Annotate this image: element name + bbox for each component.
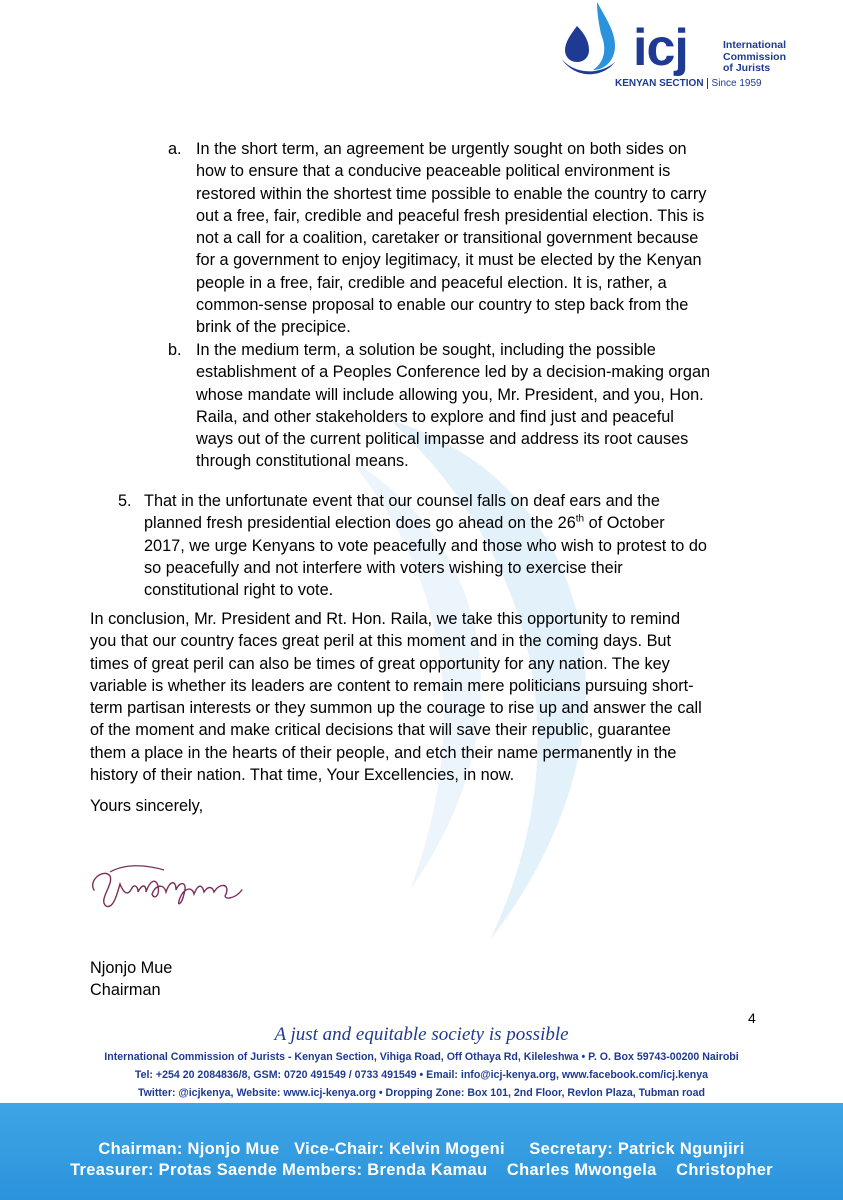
text-line: ways out of the current political impasse and address its root causes [196,430,689,449]
logo-acronym: icj [633,19,688,77]
signatory-name: Njonjo Mue [90,959,173,977]
text-line: common-sense proposal to enable our country to step back from the [196,296,689,315]
footer-officers-line-2: Treasurer: Protas Saende Members: Brenda Kamau Charles Mwongela Christopher [70,1161,773,1179]
signatory-title: Chairman [90,981,161,1000]
text-line: whose mandate will include allowing you, Mr. President, and you, Hon. [196,385,704,404]
signatory-block [90,957,172,1002]
list-marker: b. [168,341,182,359]
logo-section: KENYAN SECTION [615,78,704,89]
footer-address: International Commission of Jurists - Kenyan Section, Vihiga Road, Off Othaya Rd, Kileleshwa • P. O. Box 59743-00200 Nairobi [104,1051,739,1063]
text-line: people in a free, fair, credible and peaceful election. It is, rather, a [196,273,667,292]
closing-salutation: Yours sincerely, [90,797,204,815]
text-line: not a call for a coalition, caretaker or transitional government because [196,229,699,248]
list-marker: a. [168,140,182,158]
footer-officers-line-1: Chairman: Njonjo Mue Vice-Chair: Kelvin Mogeni Secretary: Patrick Ngunjiri [98,1140,745,1158]
list-item-text [196,339,710,473]
logo-drop-icon [555,0,635,80]
list-item-text [196,138,706,339]
text-line: Raila, and other stakeholders to explore and find just and peaceful [196,407,674,426]
text-line: for a government to enjoy legitimacy, it must be elected by the Kenyan [196,251,702,270]
text-line: In the short term, an agreement be urgently sought on both sides on [196,140,687,158]
footer-web: Twitter: @icjkenya, Website: www.icj-kenya.org • Dropping Zone: Box 101, 2nd Floor, Revlon Plaza, Tubman road [138,1087,705,1099]
text-line: term partisan interests or they summon up the courage to rise up and answer the call [90,699,702,718]
handwritten-signature [84,850,254,920]
list-marker: 5. [118,492,132,510]
text-line: out a free, fair, credible and peaceful fresh presidential election. This is [196,206,705,225]
page-number: 4 [748,1010,756,1026]
text-line: through constitutional means. [196,452,409,471]
text-line: In conclusion, Mr. President and Rt. Hon. Raila, we take this opportunity to remind [90,610,681,628]
logo-section-bar [615,78,762,89]
logo-since: Since 1959 [707,78,762,89]
text-line: how to ensure that a conducive peaceable political environment is [196,162,671,181]
text-line: restored within the shortest time possible to enable the country to carry [196,184,707,203]
icj-logo [555,0,800,100]
text-line: history of their nation. That time, Your Excellencies, in now. [90,766,515,785]
text-line: brink of the precipice. [196,318,351,337]
text-line: In the medium term, a solution be sought, including the possible [196,341,656,359]
footer-band [0,1103,843,1200]
footer-motto: A just and equitable society is possible [274,1024,569,1045]
text-line: times of great peril can also be times of great opportunity for any nation. The key [90,654,670,673]
text-line: them a place in the hearts of their people, and etch their name permanently in the [90,743,677,762]
conclusion-paragraph [90,608,702,786]
logo-organization-name: International Commission of Jurists [723,39,787,74]
list-item-text: That in the unfortunate event that our counsel falls on deaf ears and the planned fresh presidential election does go ahead on the 26th of October 2017, we urge Kenyans to vote peacefully and those who wish to protest to do so peacefully and not interfere with voters wishing to exercise their constitutional right to vote. [144,492,707,600]
text-line: you that our country faces great peril at this moment and in the coming days. But [90,632,672,651]
footer-phones: Tel: +254 20 2084836/8, GSM: 0720 491549 / 0733 491549 • Email: info@icj-kenya.org, www.facebook.com/icj.kenya [134,1069,709,1081]
text-line: establishment of a Peoples Conference led by a decision-making organ [196,363,711,382]
text-line: of the moment and make critical decisions that will save their republic, guarantee [90,721,671,740]
text-line: variable is whether its leaders are content to remain mere politicians pursuing short- [90,676,694,695]
